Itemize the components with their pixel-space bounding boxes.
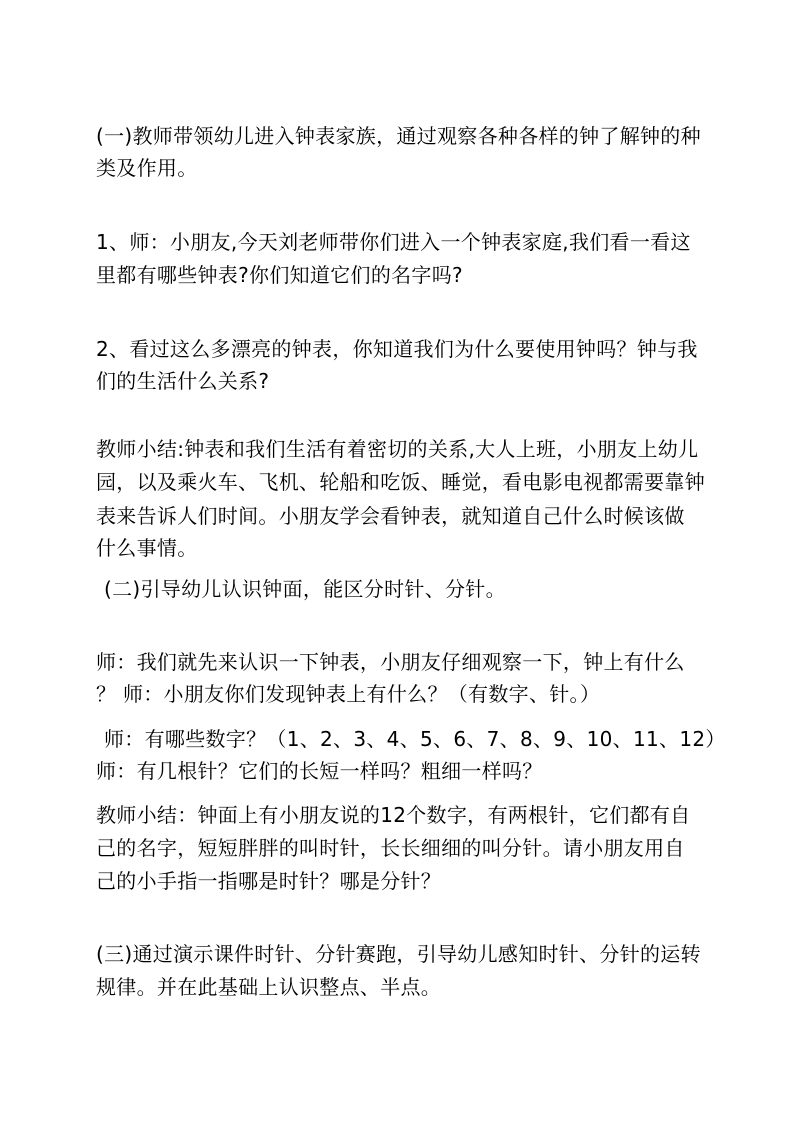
section-1-heading-line-2: 类及作用。 (96, 156, 198, 180)
summary-1-line-3: 表来告诉人们时间。小朋友学会看钟表，就知道自己什么时候该做 (96, 504, 685, 528)
item-2-line-1: 2、看过这么多漂亮的钟表，你知道我们为什么要使用钟吗？钟与我 (96, 337, 698, 361)
section-3-heading-line-2: 规律。并在此基础上认识整点、半点。 (96, 975, 442, 999)
item-1-line-2: 里都有哪些钟表?你们知道它们的名字吗? (96, 263, 463, 287)
item-2-line-2: 们的生活什么关系? (96, 369, 270, 393)
dialogue-line-3: 师：有哪些数字？（1、2、3、4、5、6、7、8、9、10、11、12） (104, 727, 726, 751)
section-1-heading-line-1: (一)教师带领幼儿进入钟表家族，通过观察各种各样的钟了解钟的种 (96, 124, 701, 148)
dialogue-line-1: 师：我们就先来认识一下钟表，小朋友仔细观察一下，钟上有什么 (96, 650, 685, 674)
item-1-line-1: 1、师：小朋友,今天刘老师带你们进入一个钟表家庭,我们看一看这 (96, 230, 691, 254)
summary-1-line-4: 什么事情。 (96, 536, 198, 560)
dialogue-line-4: 师：有几根针？它们的长短一样吗？粗细一样吗？ (96, 759, 543, 783)
dialogue-line-2: ？ 师：小朋友你们发现钟表上有什么？（有数字、针。） (96, 682, 601, 706)
section-2-heading: (二)引导幼儿认识钟面，能区分时针、分针。 (104, 577, 506, 601)
summary-1-line-1: 教师小结:钟表和我们生活有着密切的关系,大人上班，小朋友上幼儿 (96, 437, 699, 461)
summary-1-line-2: 园，以及乘火车、飞机、轮船和吃饭、睡觉，看电影电视都需要靠钟 (96, 470, 705, 494)
summary-2-line-2: 己的名字，短短胖胖的叫时针，长长细细的叫分针。请小朋友用自 (96, 836, 685, 860)
section-3-heading-line-1: (三)通过演示课件时针、分针赛跑，引导幼儿感知时针、分针的运转 (96, 942, 701, 966)
summary-2-line-3: 己的小手指一指哪是时针？哪是分针？ (96, 869, 442, 893)
summary-2-line-1: 教师小结：钟面上有小朋友说的12个数字，有两根针，它们都有自 (96, 803, 691, 827)
